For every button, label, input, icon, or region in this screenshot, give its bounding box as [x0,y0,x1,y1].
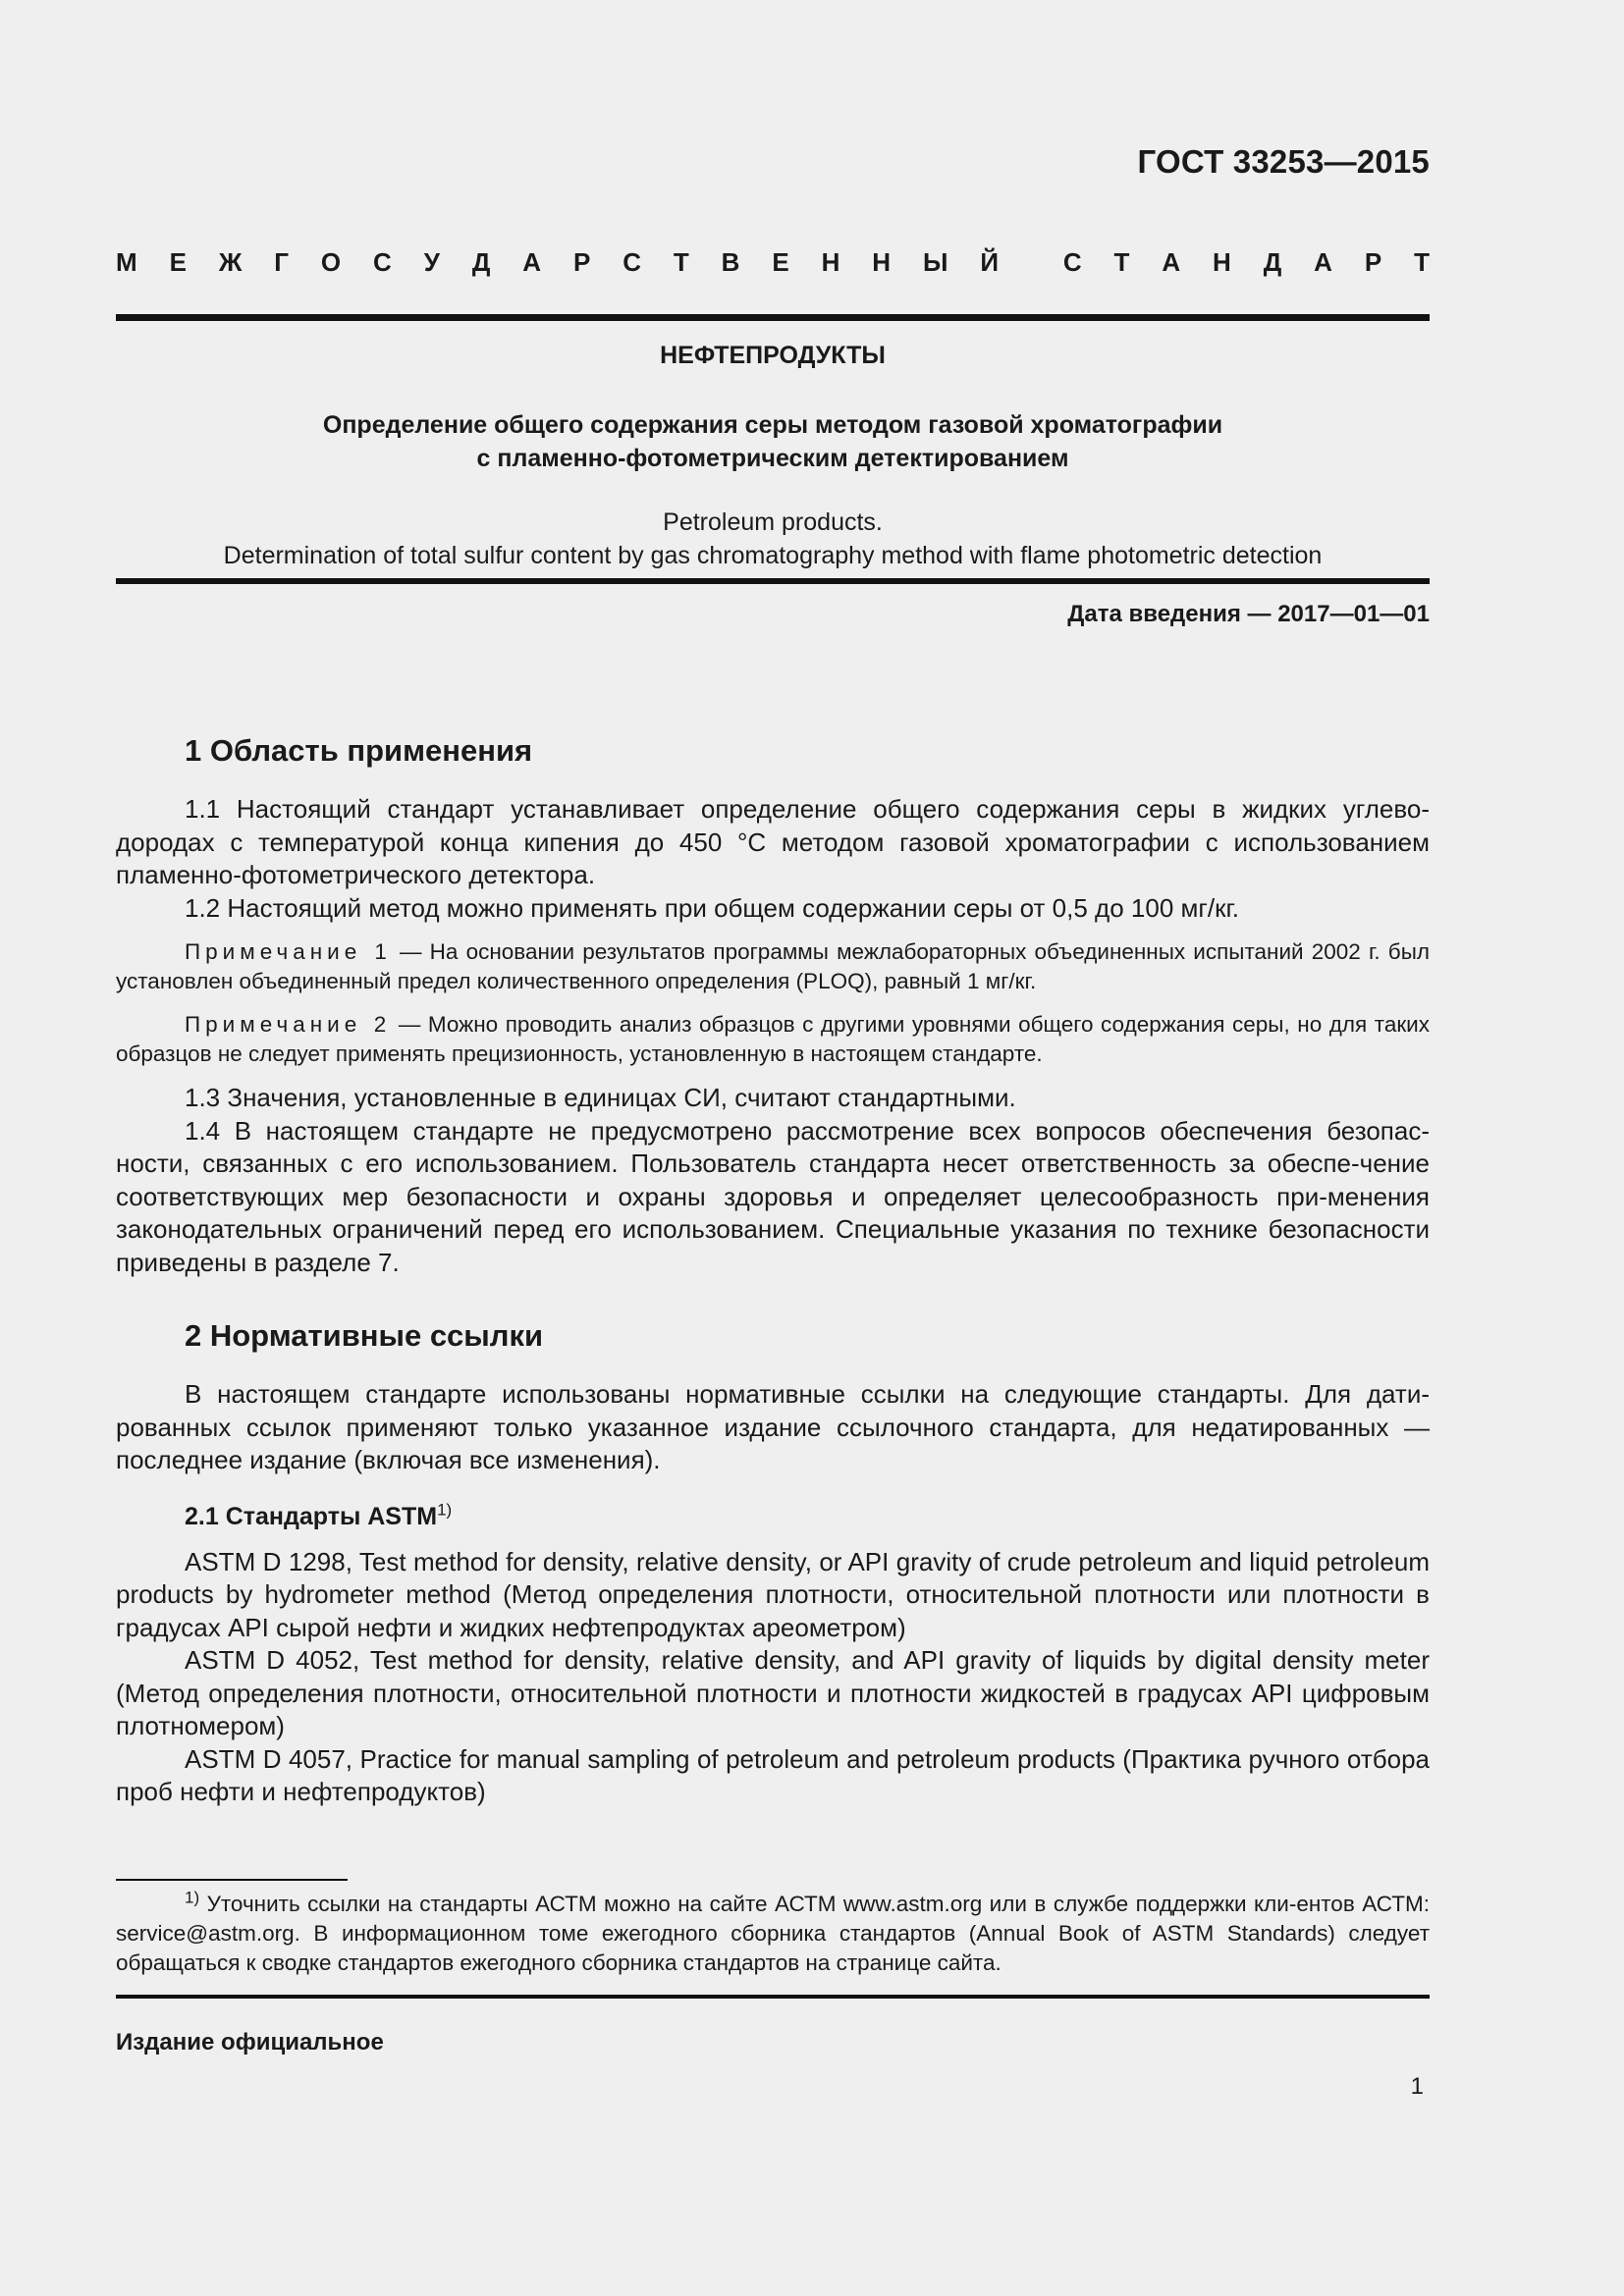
subtitle-line-1: Определение общего содержания серы методом газовой хроматографии [322,411,1223,439]
footnote-text: Уточнить ссылки на стандарты АСТМ можно на сайте АСТМ www.astm.org или в службе поддержки кли-ентов АСТМ: service@astm.org. В информационном томе ежегодного сборника стандартов (Annual Book of ASTM Standards) следует обращаться к сводке стандартов ежегодного сборника стандартов на странице сайта. [116,1892,1430,1975]
banner-letter: А [522,247,542,277]
banner-letter: А [1162,247,1181,277]
banner-letter: Н [821,247,840,277]
official-edition-label: Издание официальное [116,2029,384,2056]
introduction-date: Дата введения — 2017—01—01 [1067,601,1430,627]
banner-letter: Т [1414,247,1430,277]
subtitle-line-2: с пламенно-фотометрическим детектированием [476,445,1069,472]
banner-letter: Ж [218,247,243,277]
reference-astm-d4057: ASTM D 4057, Practice for manual sampling of petroleum and petroleum products (Практика ручного отбора проб нефти и нефтепродуктов) [116,1743,1430,1806]
footnote-marker: 1) [185,1888,200,1907]
paragraph-2-intro: В настоящем стандарте использованы нормативные ссылки на следующие стандарты. Для дати-рованных ссылок применяют только указанное издание ссылочного стандарта, для недатированных — последнее издание (включая все изменения). [116,1379,1430,1474]
banner-letter: Р [572,247,591,277]
banner-letter: А [1314,247,1332,277]
note-2-label: Примечание 2 [185,1012,392,1037]
footnote [116,1890,1430,1978]
section-1-heading: 1 Область применения [185,733,533,768]
banner-letter: Т [673,247,689,277]
reference-astm-d1298: ASTM D 1298, Test method for density, relative density, or API gravity of crude petroleum and liquid petroleum products by hydrometer method (Метод определения плотности, относительной плотности или плотности в градусах API сырой нефти и жидких нефтепродуктах ареометром) [116,1546,1430,1642]
document-body [116,731,1430,1809]
banner-letter: С [373,247,392,277]
banner-letter: Д [471,247,491,277]
note-2 [116,1010,1430,1069]
banner-letter: У [423,247,440,277]
paragraph-1-1: 1.1 Настоящий стандарт устанавливает определение общего содержания серы в жидких углево-дородах с температурой конца кипения до 450 °C методом газовой хроматографии с использованием пламенно-фотометрического детектора. [116,794,1430,889]
section-2-1-heading [185,1500,1430,1533]
footnote-ref: 1) [437,1500,453,1520]
english-title-line-2: Determination of total sulfur content by gas chromatography method with flame photometric detection [223,542,1323,569]
banner-letter: Р [1364,247,1382,277]
page-number: 1 [1410,2073,1424,2100]
banner-letter: Т [1113,247,1130,277]
banner-letter: М [116,247,137,277]
banner-letter: Й [980,247,1000,277]
interstate-standard-banner [116,247,1430,278]
title-block [116,338,1430,572]
paragraph-1-4: 1.4 В настоящем стандарте не предусмотрено рассмотрение всех вопросов обеспечения безопас-ности, связанных с его использованием. Пользователь стандарта несет ответственность за обеспе-чение соответствующих мер безопасности и охраны здоровья и определяет целесообразность при-менения законодательных ограничений перед его использованием. Специальные указания по технике безопасности приведены в разделе 7. [116,1115,1430,1277]
reference-astm-d4052: ASTM D 4052, Test method for density, relative density, and API gravity of liquids by digital density meter (Метод определения плотности, относительной плотности и плотности жидкостей в градусах API цифровым плотномером) [116,1645,1430,1740]
document-title: НЕФТЕПРОДУКТЫ [660,342,886,369]
paragraph-1-2: 1.2 Настоящий метод можно применять при общем содержании серы от 0,5 до 100 мг/кг. [185,892,1239,923]
banner-letter: Г [274,247,289,277]
section-2-heading: 2 Нормативные ссылки [185,1318,544,1353]
note-1-text: — На основании результатов программы межлабораторных объединенных испытаний 2002 г. был установлен объединенный предел количественного определения (PLOQ), равный 1 мг/кг. [116,939,1430,993]
header-rule-bottom [116,578,1430,584]
note-1 [116,937,1430,996]
banner-letter: Е [169,247,187,277]
footnote-separator [116,1879,348,1881]
banner-letter: Н [872,247,892,277]
banner-letter: Е [772,247,789,277]
footer-rule [116,1995,1430,1999]
english-title [116,506,1430,572]
banner-letter: В [721,247,740,277]
banner-letter: С [623,247,641,277]
note-2-text: — Можно проводить анализ образцов с другими уровнями общего содержания серы, но для таких образцов не следует применять прецизионность, установленную в настоящем стандарте. [116,1012,1430,1066]
english-title-line-1: Petroleum products. [663,508,883,536]
banner-letter: Ы [922,247,948,277]
banner-letter: О [320,247,342,277]
document-subtitle [116,408,1430,475]
paragraph-1-3: 1.3 Значения, установленные в единицах СИ, считают стандартными. [185,1083,1016,1112]
gost-number: ГОСТ 33253—2015 [1137,143,1430,180]
banner-letter: Д [1263,247,1282,277]
banner-letter: Н [1213,247,1231,277]
note-1-label: Примечание 1 [185,939,392,964]
header-rule-top [116,314,1430,321]
section-2-1-title: 2.1 Стандарты ASTM [185,1502,438,1530]
banner-letter: С [1062,247,1082,277]
